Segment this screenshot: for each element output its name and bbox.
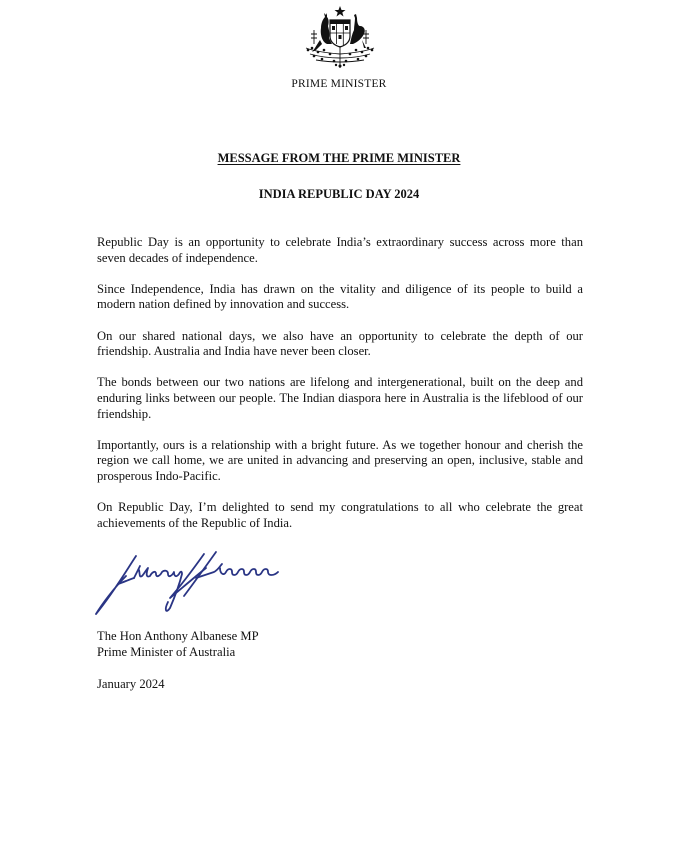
message-subheading: INDIA REPUBLIC DAY 2024 bbox=[258, 187, 420, 201]
letter-date: January 2024 bbox=[97, 677, 165, 691]
message-body bbox=[97, 235, 583, 547]
commonwealth-star bbox=[335, 6, 346, 17]
signatory-name: The Hon Anthony Albanese MP bbox=[97, 629, 259, 643]
paragraph: On our shared national days, we also have an opportunity to celebrate the depth of our friendship. Australia and India have never been closer. bbox=[97, 328, 583, 359]
signatory-title: Prime Minister of Australia bbox=[97, 644, 236, 659]
coat-of-arms-icon bbox=[296, 4, 384, 72]
paragraph: On Republic Day, I’m delighted to send my congratulations to all who celebrate the great achievements of the Republic of India. bbox=[97, 500, 583, 530]
office-title: PRIME MINISTER bbox=[291, 78, 387, 90]
signature-icon bbox=[84, 548, 294, 620]
paragraph: Since Independence, India has drawn on the vitality and diligence of its people to build a modern nation defined by innovation and success. bbox=[97, 281, 583, 312]
emu bbox=[350, 14, 366, 48]
paragraph: The bonds between our two nations are lifelong and intergenerational, built on the deep and enduring links between our people. The Indian diaspora here in Australia is the lifeblood of our friendship. bbox=[97, 375, 583, 421]
paragraph: Importantly, ours is a relationship with a bright future. As we together honour and cherish the region we call home, we are united in advancing and preserving an open, inclusive, stable and prosperous Indo-Pacific. bbox=[97, 437, 583, 483]
shield bbox=[330, 20, 350, 47]
message-heading: MESSAGE FROM THE PRIME MINISTER bbox=[217, 151, 461, 165]
kangaroo bbox=[312, 13, 332, 52]
signatory-block bbox=[97, 629, 259, 660]
paragraph: Republic Day is an opportunity to celebrate India’s extraordinary success across more than seven decades of independence. bbox=[97, 235, 583, 265]
